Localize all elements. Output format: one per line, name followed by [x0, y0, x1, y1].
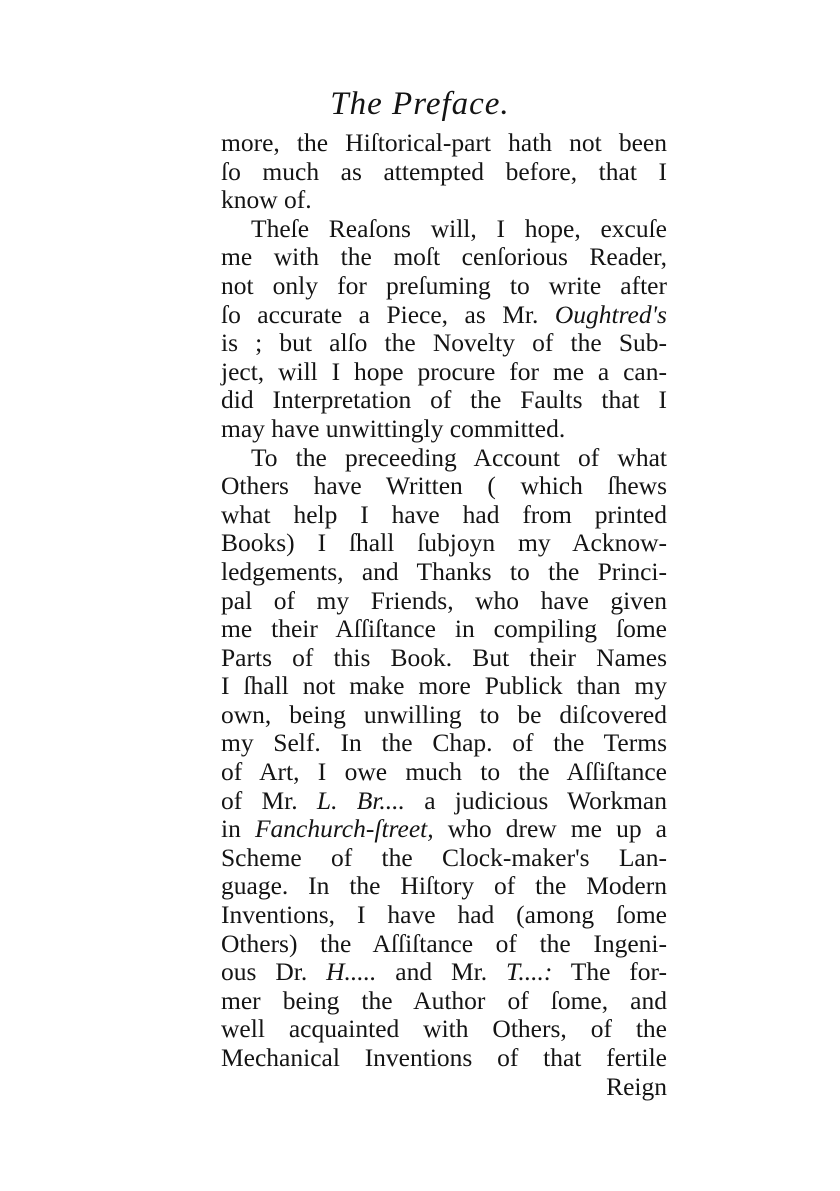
text-segment: and Mr. [376, 957, 507, 987]
text-line [221, 501, 667, 530]
text-line [221, 243, 667, 272]
text-segment: Mechanical Inventions of that fertile [221, 1043, 667, 1072]
text-segment: Theſe Reaſons will, I hope, excuſe [251, 213, 667, 243]
text-segment: not only for preſuming to write after [221, 270, 667, 300]
running-head: The Preface. [330, 86, 510, 122]
text-line [221, 815, 667, 844]
text-segment: ject, will I hope procure for me a can- [221, 356, 667, 386]
text-line [221, 386, 667, 415]
text-segment: of Art, I owe much to the Aſſiſtance [221, 757, 667, 787]
text-line [221, 329, 667, 358]
text-segment: ſo much as attempted before, that I [221, 156, 667, 186]
text-line [221, 215, 667, 244]
text-line [221, 472, 667, 501]
text-segment: I ſhall not make more Publick than my [221, 671, 667, 701]
text-line [221, 644, 667, 673]
text-segment: To the preceeding Account of what [251, 442, 667, 472]
text-segment: ledgements, and Thanks to the Princi- [221, 556, 667, 586]
text-segment: Scheme of the Clock-maker's Lan- [221, 842, 667, 872]
text-segment: a judicious Workman [404, 785, 668, 815]
text-segment: me their Aſſiſtance in compiling ſome [221, 614, 667, 644]
text-line [221, 1044, 667, 1073]
text-segment: of Mr. [221, 785, 317, 815]
text-segment: mer being the Author of ſome, and [221, 985, 667, 1015]
text-line [221, 272, 667, 301]
text-line [221, 301, 667, 330]
text-segment: me with the moſt cenſorious Reader, [221, 242, 667, 272]
text-line [221, 186, 667, 215]
text-segment: my Self. In the Chap. of the Terms [221, 728, 667, 758]
text-segment: ous Dr. [221, 957, 327, 987]
text-line [221, 129, 667, 158]
text-segment: guage. In the Hiſtory of the Modern [221, 871, 667, 901]
text-segment: is ; but alſo the Novelty of the Sub- [221, 328, 667, 358]
text-segment: pal of my Friends, who have given [221, 585, 667, 615]
text-line [221, 358, 667, 387]
text-line [221, 758, 667, 787]
text-segment: in [221, 814, 255, 844]
text-segment: did Interpretation of the Faults that I [221, 385, 667, 415]
text-segment: Parts of this Book. But their Names [221, 642, 667, 672]
text-line [221, 529, 667, 558]
text-segment: The for- [552, 957, 667, 987]
text-line [221, 444, 667, 473]
text-segment: own, being unwilling to be diſcovered [221, 699, 667, 729]
text-segment: what help I have had from printed [221, 499, 667, 529]
text-line [221, 729, 667, 758]
text-line [221, 415, 667, 444]
text-line [221, 844, 667, 873]
italic-segment: H..... [326, 957, 377, 987]
text-line [221, 587, 667, 616]
catchword: Reign [606, 1071, 667, 1101]
text-line [221, 615, 667, 644]
text-line [221, 987, 667, 1016]
text-segment: Others have Written ( which ſhews [221, 471, 667, 501]
text-line [221, 872, 667, 901]
text-segment: Others) the Aſſiſtance of the Ingeni- [221, 928, 667, 958]
text-line [221, 958, 667, 987]
italic-segment: L. Br.... [316, 785, 405, 815]
text-segment: know of. [221, 185, 312, 215]
text-line [221, 1015, 667, 1044]
text-line [221, 672, 667, 701]
text-line [221, 930, 667, 959]
italic-segment: T....: [506, 957, 553, 987]
body-text [221, 129, 667, 1101]
text-segment: more, the Hiſtorical-part hath not been [221, 128, 667, 157]
text-line [221, 701, 667, 730]
text-line [221, 787, 667, 816]
italic-segment: Fanchurch-ſtreet, [254, 814, 434, 844]
text-segment: Books) I ſhall ſubjoyn my Acknow- [221, 528, 667, 558]
text-segment: who drew me up a [433, 814, 667, 844]
text-line [221, 558, 667, 587]
text-segment: Inventions, I have had (among ſome [221, 900, 667, 930]
italic-segment: Oughtred's [554, 299, 667, 329]
text-segment: well acquainted with Others, of the [221, 1014, 667, 1044]
text-line [221, 158, 667, 187]
text-segment: may have unwittingly committed. [221, 413, 566, 443]
text-line [221, 901, 667, 930]
text-segment: ſo accurate a Piece, as Mr. [221, 299, 555, 329]
